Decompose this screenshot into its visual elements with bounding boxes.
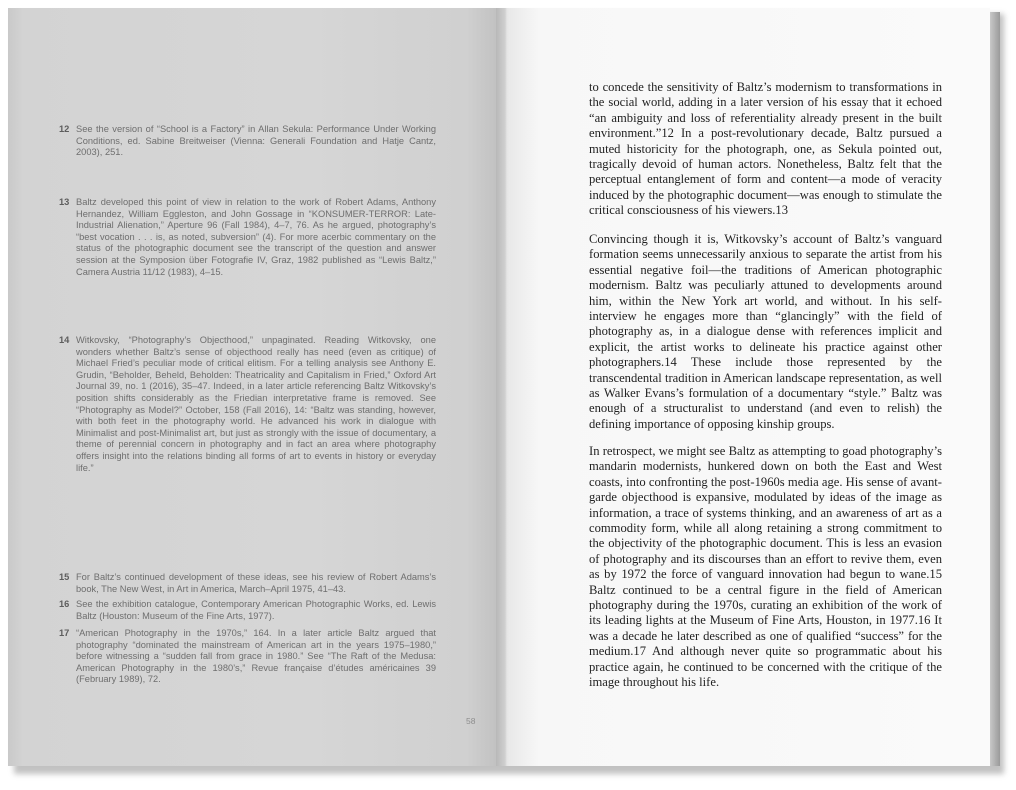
- footnote-number: 12: [59, 124, 70, 134]
- footnote-17: [59, 628, 436, 686]
- page-edge: [990, 12, 1000, 766]
- footnote-text: Witkovsky, “Photography’s Objecthood,” unpaginated. Reading Witkovsky, one wonders whether Baltz’s sense of objecthood really has need (even as critique) of Michael Fried’s peculiar mode of critical elitism. For a telling analysis see Anthony E. Grudin, “Beholder, Beheld, Beholden: Theatricality and Capitalism in Fried,” Oxford Art Journal 39, no. 1 (2016), 35–47. Indeed, in a later article referencing Baltz Witkovsky’s position shifts considerably as the Friedian interpretative frame is removed. See “Photography as Model?” October, 158 (Fall 2016), 14: “Baltz was standing, however, with both feet in the photography world. He advanced his work in dialogue with Minimalist and post-Minimalist art, but just as strongly with the issue of documentary, a theme of perennial concern in photography and in fact an area where photography offers insight into the relations binding all forms of art to events in history or everyday life.”: [76, 335, 436, 473]
- footnote-15: [59, 572, 436, 595]
- footnote-text: See the exhibition catalogue, Contemporary American Photographic Works, ed. Lewis Baltz (Houston: Museum of the Fine Arts, 1977).: [76, 599, 436, 621]
- paragraph-2: Convincing though it is, Witkovsky’s account of Baltz’s vanguard formation seems unnecessarily anxious to separate the artist from his essential negative foil—the traditions of American photographic modernism. Baltz was peculiarly attuned to developments around him, within the New York art world, and without. In his self-interview he engages more than “glancingly” with the field of photography as, in a dialogue dense with references implicit and explicit, the artist works to delineate his practice against other photographers.14 These include those represented by the transcendental tradition in American landscape representation, as well as Walker Evans’s formulation of a documentary “style.” Baltz was enough of a structuralist to understand (and even to relish) the defining importance of opposing kinship groups.: [589, 232, 942, 431]
- footnote-13: [59, 197, 436, 278]
- footnote-14: [59, 335, 436, 474]
- paragraph-3: In retrospect, we might see Baltz as attempting to goad photography’s mandarin modernists, hunkered down on both the East and West coasts, into confronting the post-1960s media age. His sense of avant-garde objecthood is expansive, modulated by ideas of the image as information, a trace of systems thinking, and an awareness of art as a commodity form, while all along retaining a strong commitment to the objectivity of the photographic document. This is less an evasion of photography and its discourses than an effort to revive them, even as by 1972 the force of vanguard innovation had begun to wane.15 Baltz continued to be a central figure in the field of American photography during the 1970s, curating an exhibition of the work of its leading lights at the Museum of Fine Arts, Houston, in 1977.16 It was a decade he later described as one of qualified “success” for the medium.17 And although never quite so programmatic about his practice again, he continued to be concerned with the critique of the image throughout his life.: [589, 444, 942, 690]
- footnote-12: [59, 124, 436, 159]
- footnote-text: “American Photography in the 1970s,” 164. In a later article Baltz argued that photography “dominated the mainstream of American art in the years 1975–1980,” before witnessing a “sudden fall from grace in 1980.” See “The Raft of the Medusa: American Photography in the 1980’s,” Revue française d’études américaines 39 (February 1989), 72.: [76, 628, 436, 685]
- footnote-text: See the version of “School is a Factory” in Allan Sekula: Performance Under Working Conditions, ed. Sabine Breitweiser (Vienna: Generali Foundation and Hatje Cantz, 2003), 251.: [76, 124, 436, 158]
- footnote-number: 13: [59, 197, 70, 207]
- footnote-text: Baltz developed this point of view in relation to the work of Robert Adams, Anthony Hernandez, William Eggleston, and John Gossage in “KONSUMER-TERROR: Late-Industrial Alienation,” Aperture 96 (Fall 1984), 4–7, 76. As he argued, photography’s “best vocation . . . is, as noted, subversion” (4). For more acerbic commentary on the status of the photographic document see the transcript of the question and answer session at the Symposion über Fotografie IV, Graz, 1982 published as “Lewis Baltz,” Camera Austria 11/12 (1983), 4–15.: [76, 197, 436, 277]
- footnote-text: For Baltz’s continued development of these ideas, see his review of Robert Adams’s book, The New West, in Art in America, March–April 1975, 41–43.: [76, 572, 436, 594]
- footnote-number: 17: [59, 628, 70, 638]
- footnote-number: 15: [59, 572, 70, 582]
- paragraph-1: to concede the sensitivity of Baltz’s modernism to transformations in the social world, adding in a later version of his essay that it echoed “an ambiguity and loss of referentiality already present in the built environment.”12 In a post-revolutionary decade, Baltz pursued a muted historicity for the photograph, one, as Sekula pointed out, tragically devoid of human actors. Nonetheless, Baltz felt that the perceptual entanglement of form and content—a mode of veracity induced by the photographic document—was enough to stimulate the critical consciousness of his viewers.13: [589, 80, 942, 218]
- footnote-number: 14: [59, 335, 70, 345]
- footnote-16: [59, 599, 436, 622]
- footnote-number: 16: [59, 599, 70, 609]
- page-number: 58: [466, 716, 476, 726]
